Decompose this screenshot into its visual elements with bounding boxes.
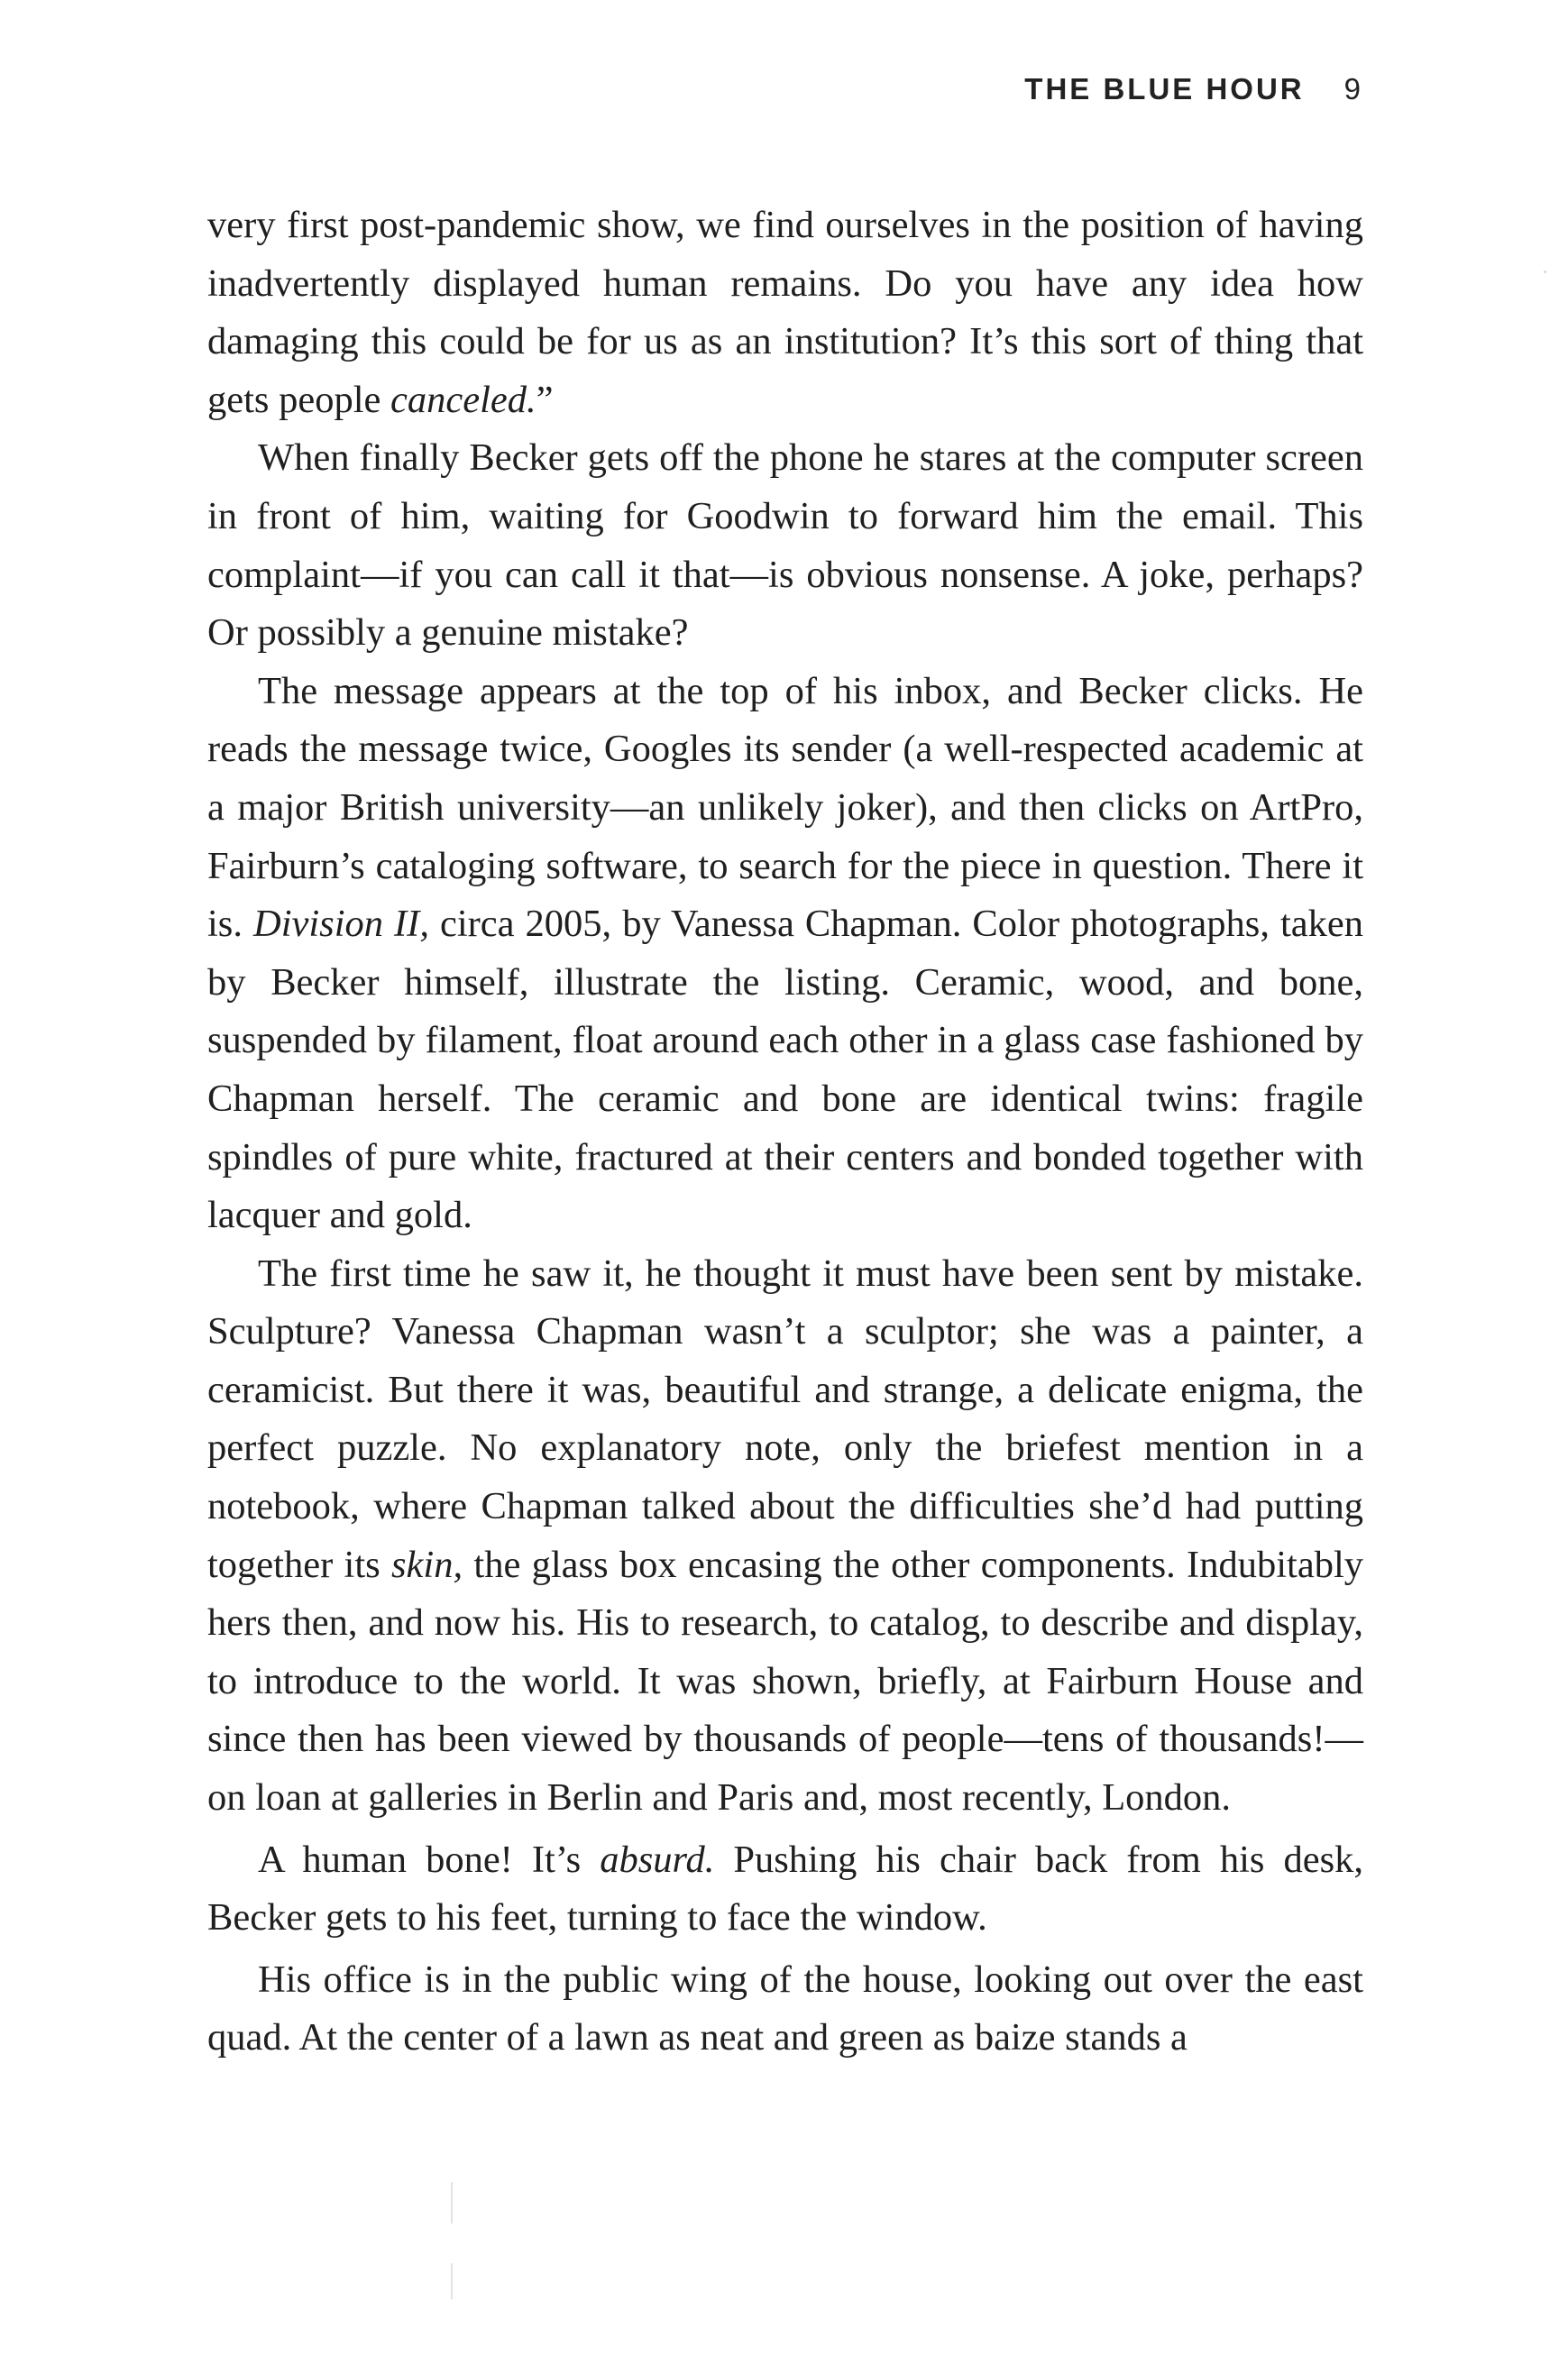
page-number: 9 (1343, 72, 1361, 105)
paragraph-5-text-a: A human bone! It’s (258, 1838, 601, 1881)
paragraph-3 (207, 663, 1363, 1245)
scan-speck (1544, 271, 1546, 273)
paragraph-5-text-b: Pushing his chair back from his desk, Becker gets to his feet, turning to face the window. (207, 1838, 1364, 1940)
paragraph-6: His office is in the public wing of the house, looking out over the east quad. At the center of a lawn as neat and green as baize stands a (207, 1958, 1363, 2059)
italic-skin: skin, (391, 1543, 463, 1586)
paragraph-3-text-a: The message appears at the top of his inbox, and Becker clicks. He reads the message twice, Googles its sender (a well-respected academic at a major British university—an unlikely joker), and then clicks on ArtPro, Fairburn’s cataloging software, to search for the piece in question. There it is. (207, 669, 1363, 946)
running-head (1024, 72, 1361, 106)
paragraph-3-text-b: circa 2005, by Vanessa Chapman. Color photographs, taken by Becker himself, illustrate the listing. Ceramic, wood, and bone, suspended by filament, float around each other in a glass case fashioned by Chapman herself. The ceramic and bone are identical twins: fragile spindles of pure white, fractured at their centers and bonded together with lacquer and gold. (207, 903, 1363, 1237)
italic-artwork-title: Division II, (253, 903, 429, 946)
paragraph-5 (207, 1831, 1363, 1948)
scan-line-mark-lower (451, 2263, 453, 2299)
body-text (207, 197, 1363, 2068)
closing-quote: ” (536, 378, 554, 421)
paragraph-1 (207, 197, 1363, 429)
paragraph-4-text-a: The first time he saw it, he thought it must have been sent by mistake. Sculpture? Vanessa Chapman wasn’t a sculptor; she was a painter, a ceramicist. But there it was, beautiful and strange, a delicate enigma, the perfect puzzle. No explanatory note, only the briefest mention in a notebook, where Chapman talked about the difficulties she’d had putting together its (207, 1252, 1363, 1586)
paragraph-2: When finally Becker gets off the phone he stares at the computer screen in front of him, waiting for Goodwin to forward him the email. This complaint—if you can call it that—is obvious nonsense. A joke, perhaps? Or possibly a genuine mistake? (207, 436, 1363, 655)
paragraph-1-text: very first post-pandemic show, we find ourselves in the position of having inadvertently displayed human remains. Do you have any idea how damaging this could be for us as an institution? It’s this sort of thing that gets people (207, 204, 1363, 421)
running-head-title: THE BLUE HOUR (1024, 72, 1305, 105)
paragraph-4 (207, 1245, 1363, 1828)
scan-line-mark (451, 2182, 453, 2224)
paragraph-4-text-b: the glass box encasing the other components. Indubitably hers then, and now his. His to research, to catalog, to describe and display, to introduce to the world. It was shown, briefly, at Fairburn House and since then has been viewed by thousands of people—tens of thousands!—on loan at galleries in Berlin and Paris and, most recently, London. (207, 1543, 1363, 1820)
italic-canceled: canceled. (390, 378, 536, 421)
italic-absurd: absurd. (600, 1838, 715, 1881)
